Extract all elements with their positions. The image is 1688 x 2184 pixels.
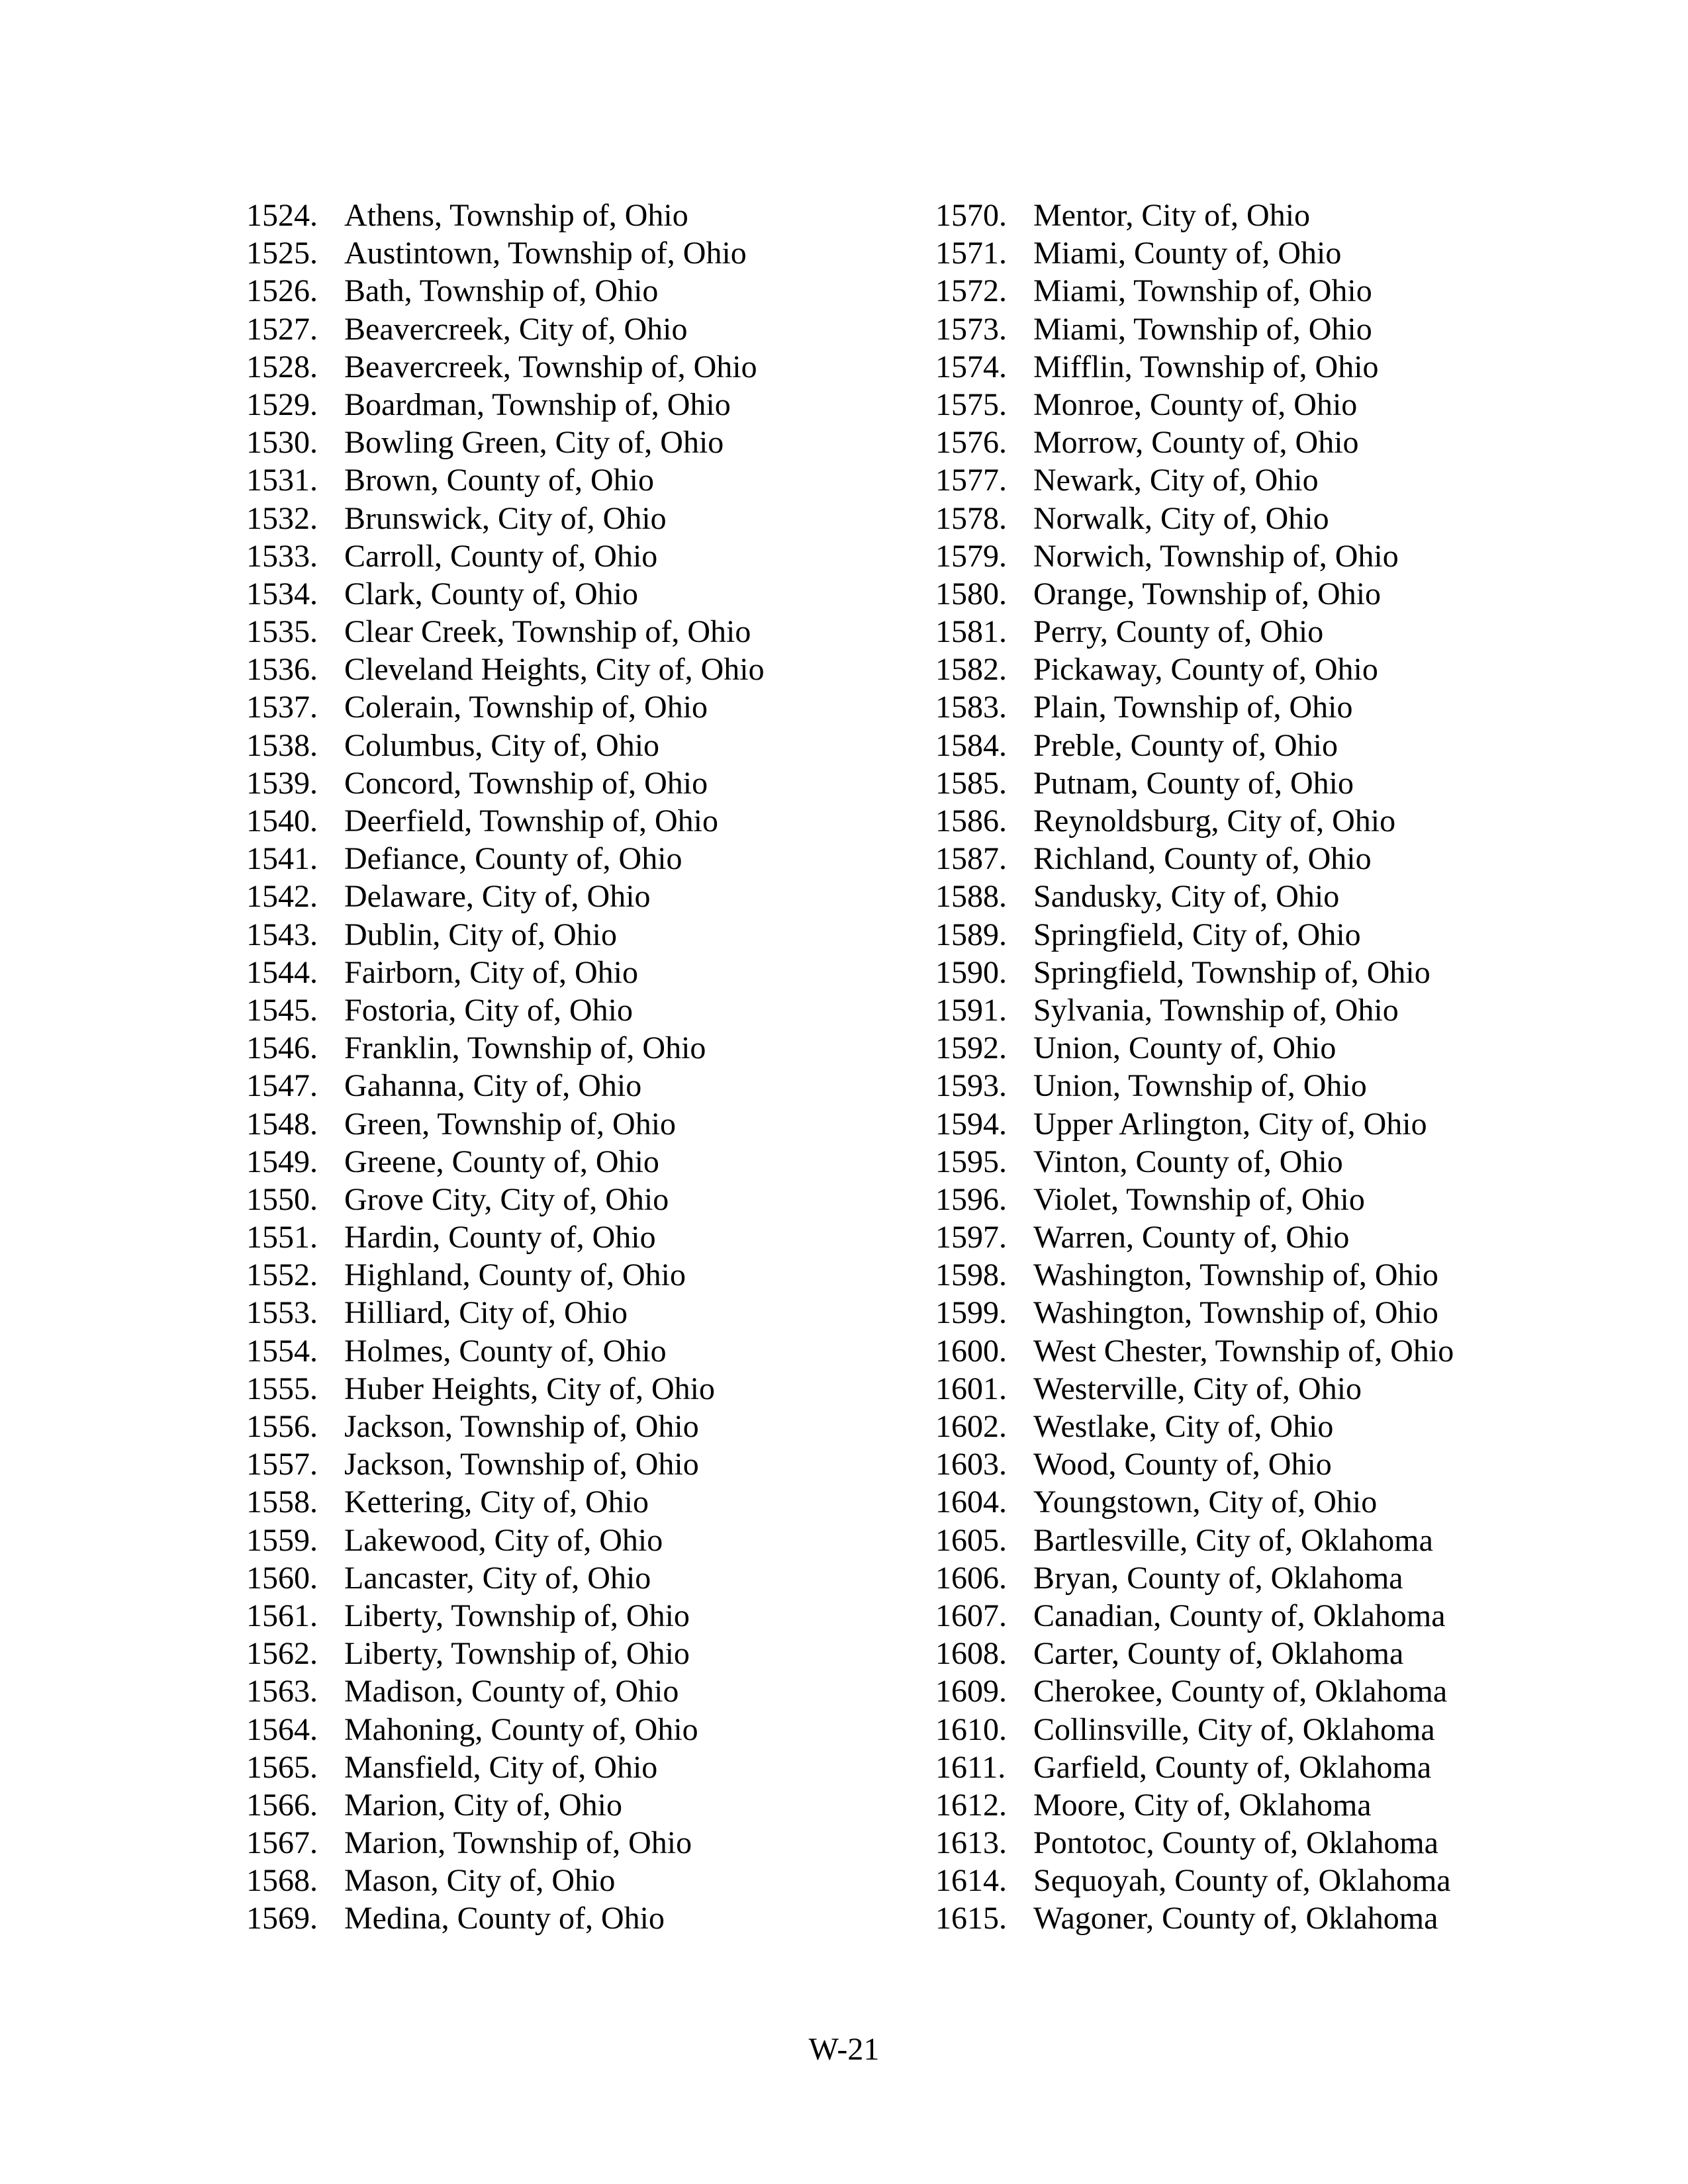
- entry-number: 1555.: [246, 1371, 318, 1406]
- entry-number: 1604.: [935, 1484, 1007, 1520]
- entry-number: 1611.: [935, 1749, 1006, 1785]
- entry-number: 1552.: [246, 1257, 318, 1293]
- entry-name: Lancaster, City of, Ohio: [344, 1560, 651, 1596]
- list-item: [935, 1256, 1454, 1294]
- entry-name: Kettering, City of, Ohio: [344, 1484, 649, 1520]
- list-item: [246, 1711, 765, 1749]
- entry-number: 1530.: [246, 425, 318, 461]
- entry-number: 1578.: [935, 500, 1007, 536]
- entry-number: 1607.: [935, 1598, 1007, 1633]
- entry-name: Clark, County of, Ohio: [344, 576, 638, 612]
- entry-number: 1610.: [935, 1711, 1007, 1747]
- list-item: [935, 500, 1454, 537]
- entry-number: 1545.: [246, 992, 318, 1028]
- entry-number: 1561.: [246, 1598, 318, 1633]
- entry-number: 1524.: [246, 198, 318, 233]
- entry-number: 1529.: [246, 387, 318, 422]
- entry-name: Delaware, City of, Ohio: [344, 879, 651, 915]
- entry-number: 1563.: [246, 1674, 318, 1709]
- page-number: W-21: [808, 2032, 880, 2067]
- entry-number: 1590.: [935, 954, 1007, 990]
- entry-name: Plain, Township of, Ohio: [1033, 690, 1353, 725]
- list-item: [246, 1862, 765, 1899]
- entry-number: 1532.: [246, 500, 318, 536]
- entry-number: 1533.: [246, 538, 318, 574]
- entry-name: Wagoner, County of, Oklahoma: [1033, 1901, 1438, 1936]
- list-item: [935, 1672, 1454, 1710]
- list-item: [935, 234, 1454, 272]
- list-item: [246, 1408, 765, 1445]
- entry-name: Carter, County of, Oklahoma: [1033, 1636, 1404, 1672]
- entry-number: 1541.: [246, 841, 318, 877]
- entry-number: 1569.: [246, 1901, 318, 1936]
- list-item: [246, 991, 765, 1029]
- entry-name: Marion, City of, Ohio: [344, 1787, 622, 1823]
- list-item: [935, 1749, 1454, 1786]
- entry-number: 1601.: [935, 1371, 1007, 1406]
- entry-name: Monroe, County of, Ohio: [1033, 387, 1358, 422]
- entry-name: Dublin, City of, Ohio: [344, 917, 618, 952]
- list-item: [935, 575, 1454, 613]
- entry-name: Fostoria, City of, Ohio: [344, 992, 633, 1028]
- entry-name: Colerain, Township of, Ohio: [344, 690, 708, 725]
- entry-number: 1539.: [246, 765, 318, 801]
- right-column-list: [935, 197, 1454, 1938]
- entry-name: Bath, Township of, Ohio: [344, 273, 659, 309]
- entry-name: Deerfield, Township of, Ohio: [344, 803, 718, 839]
- list-item: [935, 840, 1454, 878]
- list-item: [246, 1067, 765, 1105]
- entry-name: Violet, Township of, Ohio: [1033, 1181, 1365, 1217]
- entry-number: 1582.: [935, 652, 1007, 688]
- entry-name: Union, Township of, Ohio: [1033, 1068, 1367, 1104]
- entry-number: 1550.: [246, 1181, 318, 1217]
- entry-name: Warren, County of, Ohio: [1033, 1220, 1350, 1255]
- list-item: [246, 727, 765, 764]
- entry-number: 1566.: [246, 1787, 318, 1823]
- entry-number: 1594.: [935, 1106, 1007, 1142]
- list-item: [935, 310, 1454, 348]
- list-item: [935, 1483, 1454, 1521]
- list-item: [246, 234, 765, 272]
- list-item: [246, 1105, 765, 1143]
- list-item: [935, 1824, 1454, 1862]
- entry-name: Richland, County of, Ohio: [1033, 841, 1372, 877]
- entry-name: Beavercreek, City of, Ohio: [344, 311, 688, 347]
- entry-name: Hilliard, City of, Ohio: [344, 1295, 628, 1331]
- entry-name: Putnam, County of, Ohio: [1033, 765, 1354, 801]
- entry-name: Grove City, City of, Ohio: [344, 1181, 669, 1217]
- list-item: [935, 878, 1454, 915]
- list-item: [246, 461, 765, 499]
- entry-name: Columbus, City of, Ohio: [344, 727, 660, 763]
- entry-number: 1568.: [246, 1863, 318, 1899]
- list-item: [935, 461, 1454, 499]
- entry-name: Beavercreek, Township of, Ohio: [344, 349, 757, 385]
- list-item: [935, 727, 1454, 764]
- list-item: [935, 1597, 1454, 1635]
- entry-number: 1534.: [246, 576, 318, 612]
- entry-name: Liberty, Township of, Ohio: [344, 1636, 690, 1672]
- entry-number: 1544.: [246, 954, 318, 990]
- entry-name: Medina, County of, Ohio: [344, 1901, 665, 1936]
- entry-number: 1614.: [935, 1863, 1007, 1899]
- entry-name: Boardman, Township of, Ohio: [344, 387, 731, 422]
- entry-number: 1585.: [935, 765, 1007, 801]
- entry-number: 1542.: [246, 879, 318, 915]
- entry-name: Franklin, Township of, Ohio: [344, 1030, 706, 1066]
- list-item: [246, 348, 765, 386]
- list-item: [246, 802, 765, 840]
- entry-name: Washington, Township of, Ohio: [1033, 1257, 1438, 1293]
- entry-name: Jackson, Township of, Ohio: [344, 1409, 699, 1444]
- entry-name: Orange, Township of, Ohio: [1033, 576, 1382, 612]
- entry-name: Brunswick, City of, Ohio: [344, 500, 667, 536]
- list-item: [935, 1105, 1454, 1143]
- entry-number: 1551.: [246, 1220, 318, 1255]
- list-item: [246, 272, 765, 310]
- list-item: [246, 310, 765, 348]
- entry-name: Athens, Township of, Ohio: [344, 198, 688, 233]
- list-item: [246, 1635, 765, 1672]
- entry-number: 1540.: [246, 803, 318, 839]
- list-item: [935, 764, 1454, 802]
- list-item: [935, 651, 1454, 688]
- list-item: [935, 1635, 1454, 1672]
- list-item: [935, 991, 1454, 1029]
- list-item: [935, 1181, 1454, 1218]
- list-item: [935, 348, 1454, 386]
- list-item: [935, 386, 1454, 424]
- entry-name: Norwich, Township of, Ohio: [1033, 538, 1399, 574]
- list-item: [935, 916, 1454, 954]
- list-item: [935, 1445, 1454, 1483]
- entry-name: Green, Township of, Ohio: [344, 1106, 677, 1142]
- entry-name: Gahanna, City of, Ohio: [344, 1068, 642, 1104]
- list-item: [935, 688, 1454, 726]
- entry-number: 1559.: [246, 1522, 318, 1558]
- entry-number: 1592.: [935, 1030, 1007, 1066]
- list-item: [246, 613, 765, 651]
- entry-number: 1548.: [246, 1106, 318, 1142]
- entry-name: Reynoldsburg, City of, Ohio: [1033, 803, 1396, 839]
- entry-number: 1538.: [246, 727, 318, 763]
- entry-name: Sequoyah, County of, Oklahoma: [1033, 1863, 1451, 1899]
- list-item: [935, 1143, 1454, 1181]
- list-item: [935, 1029, 1454, 1067]
- entry-name: Greene, County of, Ohio: [344, 1144, 659, 1179]
- entry-name: Springfield, Township of, Ohio: [1033, 954, 1430, 990]
- entry-number: 1527.: [246, 311, 318, 347]
- entry-number: 1615.: [935, 1901, 1007, 1936]
- entry-name: Westlake, City of, Ohio: [1033, 1409, 1334, 1444]
- entry-number: 1567.: [246, 1825, 318, 1861]
- entry-name: Hardin, County of, Ohio: [344, 1220, 656, 1255]
- entry-name: Collinsville, City of, Oklahoma: [1033, 1711, 1435, 1747]
- entry-number: 1525.: [246, 236, 318, 271]
- entry-number: 1558.: [246, 1484, 318, 1520]
- list-item: [935, 1408, 1454, 1445]
- entry-number: 1543.: [246, 917, 318, 952]
- entry-name: Bowling Green, City of, Ohio: [344, 425, 724, 461]
- list-item: [935, 1370, 1454, 1408]
- entry-number: 1574.: [935, 349, 1007, 385]
- entry-number: 1565.: [246, 1749, 318, 1785]
- list-item: [935, 1522, 1454, 1559]
- entry-name: Austintown, Township of, Ohio: [344, 236, 747, 271]
- entry-number: 1547.: [246, 1068, 318, 1104]
- entry-number: 1605.: [935, 1522, 1007, 1558]
- list-item: [246, 916, 765, 954]
- entry-name: Newark, City of, Ohio: [1033, 463, 1319, 498]
- list-item: [246, 1786, 765, 1824]
- list-item: [246, 1294, 765, 1332]
- entry-number: 1609.: [935, 1674, 1007, 1709]
- entry-name: Highland, County of, Ohio: [344, 1257, 686, 1293]
- entry-name: Canadian, County of, Oklahoma: [1033, 1598, 1446, 1633]
- entry-number: 1528.: [246, 349, 318, 385]
- entry-name: Jackson, Township of, Ohio: [344, 1447, 699, 1482]
- list-item: [246, 1181, 765, 1218]
- list-item: [935, 1899, 1454, 1937]
- entry-number: 1564.: [246, 1711, 318, 1747]
- entry-number: 1549.: [246, 1144, 318, 1179]
- list-item: [246, 1522, 765, 1559]
- list-item: [246, 197, 765, 234]
- list-item: [246, 840, 765, 878]
- entry-name: Marion, Township of, Ohio: [344, 1825, 692, 1861]
- entry-number: 1536.: [246, 652, 318, 688]
- entry-number: 1570.: [935, 198, 1007, 233]
- entry-number: 1571.: [935, 236, 1007, 271]
- entry-name: Clear Creek, Township of, Ohio: [344, 614, 751, 650]
- entry-name: Concord, Township of, Ohio: [344, 765, 708, 801]
- list-item: [246, 1899, 765, 1937]
- entry-name: Bryan, County of, Oklahoma: [1033, 1560, 1403, 1596]
- entry-name: Morrow, County of, Ohio: [1033, 425, 1359, 461]
- entry-number: 1597.: [935, 1220, 1007, 1255]
- list-item: [935, 1559, 1454, 1597]
- entry-number: 1589.: [935, 917, 1007, 952]
- entry-name: Perry, County of, Ohio: [1033, 614, 1324, 650]
- entry-number: 1602.: [935, 1409, 1007, 1444]
- entry-number: 1593.: [935, 1068, 1007, 1104]
- list-item: [246, 688, 765, 726]
- list-item: [935, 1332, 1454, 1370]
- list-item: [246, 1672, 765, 1710]
- entry-number: 1583.: [935, 690, 1007, 725]
- list-item: [246, 651, 765, 688]
- entry-name: Bartlesville, City of, Oklahoma: [1033, 1522, 1433, 1558]
- list-item: [935, 537, 1454, 575]
- entry-number: 1562.: [246, 1636, 318, 1672]
- entry-number: 1531.: [246, 463, 318, 498]
- list-item: [246, 764, 765, 802]
- entry-number: 1591.: [935, 992, 1007, 1028]
- list-item: [246, 1218, 765, 1256]
- entry-number: 1588.: [935, 879, 1007, 915]
- entry-name: Fairborn, City of, Ohio: [344, 954, 638, 990]
- entry-name: Miami, Township of, Ohio: [1033, 273, 1372, 309]
- entry-name: Sylvania, Township of, Ohio: [1033, 992, 1399, 1028]
- entry-number: 1579.: [935, 538, 1007, 574]
- entry-number: 1554.: [246, 1333, 318, 1369]
- entry-number: 1584.: [935, 727, 1007, 763]
- entry-number: 1603.: [935, 1447, 1007, 1482]
- entry-name: Moore, City of, Oklahoma: [1033, 1787, 1372, 1823]
- list-item: [935, 1862, 1454, 1899]
- entry-name: Holmes, County of, Ohio: [344, 1333, 667, 1369]
- list-item: [246, 878, 765, 915]
- list-item: [246, 500, 765, 537]
- entry-name: Cherokee, County of, Oklahoma: [1033, 1674, 1448, 1709]
- list-item: [246, 1824, 765, 1862]
- list-item: [246, 1143, 765, 1181]
- entry-name: Garfield, County of, Oklahoma: [1033, 1749, 1432, 1785]
- entry-name: Huber Heights, City of, Ohio: [344, 1371, 715, 1406]
- entry-name: Preble, County of, Ohio: [1033, 727, 1338, 763]
- entry-name: Sandusky, City of, Ohio: [1033, 879, 1340, 915]
- entry-number: 1600.: [935, 1333, 1007, 1369]
- list-item: [935, 613, 1454, 651]
- list-item: [246, 1445, 765, 1483]
- entry-number: 1576.: [935, 425, 1007, 461]
- list-item: [935, 197, 1454, 234]
- entry-number: 1595.: [935, 1144, 1007, 1179]
- list-item: [935, 1786, 1454, 1824]
- entry-number: 1581.: [935, 614, 1007, 650]
- list-item: [246, 575, 765, 613]
- entry-number: 1580.: [935, 576, 1007, 612]
- entry-number: 1553.: [246, 1295, 318, 1331]
- entry-name: Miami, Township of, Ohio: [1033, 311, 1372, 347]
- entry-name: Westerville, City of, Ohio: [1033, 1371, 1362, 1406]
- entry-number: 1560.: [246, 1560, 318, 1596]
- entry-number: 1586.: [935, 803, 1007, 839]
- entry-name: Cleveland Heights, City of, Ohio: [344, 652, 765, 688]
- entry-number: 1599.: [935, 1295, 1007, 1331]
- left-column-list: [246, 197, 765, 1938]
- entry-name: West Chester, Township of, Ohio: [1033, 1333, 1454, 1369]
- entry-number: 1526.: [246, 273, 318, 309]
- list-item: [246, 386, 765, 424]
- entry-name: Miami, County of, Ohio: [1033, 236, 1342, 271]
- entry-name: Washington, Township of, Ohio: [1033, 1295, 1438, 1331]
- entry-name: Madison, County of, Ohio: [344, 1674, 679, 1709]
- list-item: [246, 1483, 765, 1521]
- list-item: [935, 272, 1454, 310]
- list-item: [935, 802, 1454, 840]
- entry-name: Lakewood, City of, Ohio: [344, 1522, 663, 1558]
- entry-number: 1596.: [935, 1181, 1007, 1217]
- list-item: [935, 1218, 1454, 1256]
- list-item: [246, 1559, 765, 1597]
- entry-number: 1546.: [246, 1030, 318, 1066]
- entry-name: Mifflin, Township of, Ohio: [1033, 349, 1379, 385]
- list-item: [246, 1749, 765, 1786]
- entry-number: 1557.: [246, 1447, 318, 1482]
- entry-name: Mahoning, County of, Ohio: [344, 1711, 698, 1747]
- entry-number: 1606.: [935, 1560, 1007, 1596]
- entry-name: Vinton, County of, Ohio: [1033, 1144, 1343, 1179]
- entry-name: Union, County of, Ohio: [1033, 1030, 1336, 1066]
- list-item: [935, 424, 1454, 461]
- entry-name: Upper Arlington, City of, Ohio: [1033, 1106, 1427, 1142]
- list-item: [246, 1332, 765, 1370]
- list-item: [246, 537, 765, 575]
- entry-name: Pontotoc, County of, Oklahoma: [1033, 1825, 1438, 1861]
- entry-number: 1537.: [246, 690, 318, 725]
- entry-name: Carroll, County of, Ohio: [344, 538, 658, 574]
- list-item: [935, 1067, 1454, 1105]
- entry-number: 1613.: [935, 1825, 1007, 1861]
- entry-name: Springfield, City of, Ohio: [1033, 917, 1361, 952]
- entry-number: 1598.: [935, 1257, 1007, 1293]
- entry-number: 1587.: [935, 841, 1007, 877]
- entry-name: Brown, County of, Ohio: [344, 463, 654, 498]
- entry-name: Pickaway, County of, Ohio: [1033, 652, 1378, 688]
- entry-number: 1556.: [246, 1409, 318, 1444]
- entry-number: 1575.: [935, 387, 1007, 422]
- list-item: [246, 1256, 765, 1294]
- list-item: [935, 954, 1454, 991]
- list-item: [246, 1597, 765, 1635]
- list-item: [935, 1294, 1454, 1332]
- entry-name: Mentor, City of, Ohio: [1033, 198, 1311, 233]
- entry-name: Wood, County of, Ohio: [1033, 1447, 1332, 1482]
- entry-number: 1572.: [935, 273, 1007, 309]
- entry-number: 1577.: [935, 463, 1007, 498]
- list-item: [246, 1029, 765, 1067]
- entry-name: Mansfield, City of, Ohio: [344, 1749, 658, 1785]
- entry-number: 1535.: [246, 614, 318, 650]
- entry-number: 1608.: [935, 1636, 1007, 1672]
- entry-name: Liberty, Township of, Ohio: [344, 1598, 690, 1633]
- entry-name: Youngstown, City of, Ohio: [1033, 1484, 1378, 1520]
- list-item: [246, 424, 765, 461]
- list-item: [246, 1370, 765, 1408]
- entry-name: Norwalk, City of, Ohio: [1033, 500, 1329, 536]
- list-item: [246, 954, 765, 991]
- entry-number: 1573.: [935, 311, 1007, 347]
- list-item: [935, 1711, 1454, 1749]
- entry-name: Defiance, County of, Ohio: [344, 841, 682, 877]
- entry-name: Mason, City of, Ohio: [344, 1863, 616, 1899]
- entry-number: 1612.: [935, 1787, 1007, 1823]
